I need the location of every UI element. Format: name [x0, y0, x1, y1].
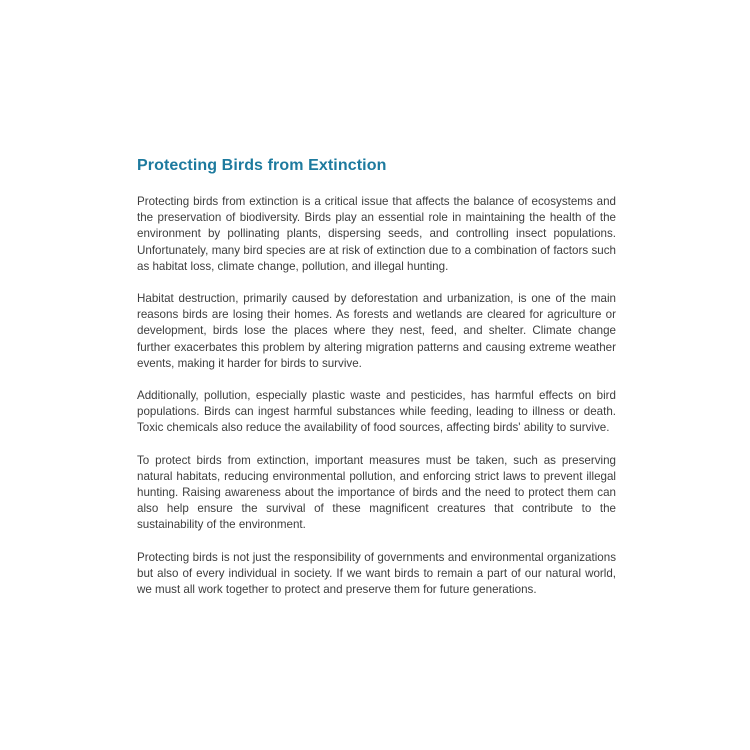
paragraph-intro: Protecting birds from extinction is a critical issue that affects the balance of ecosystems and the preservation of biodiversity. Birds play an essential role in maintaining the health of the environment by pollinating plants, dispersing seeds, and controlling insect populations. Unfortunately, many bird species are at risk of extinction due to a combination of factors such as habitat loss, climate change, pollution, and illegal hunting.	[137, 195, 616, 273]
paragraph-pollution: Additionally, pollution, especially plastic waste and pesticides, has harmful effects on bird populations. Birds can ingest harmful substances while feeding, leading to illness or death. Toxic chemicals also reduce the availability of food sources, affecting birds' ability to survive.	[137, 389, 616, 435]
paragraph-protection-measures: To protect birds from extinction, important measures must be taken, such as preserving natural habitats, reducing environmental pollution, and enforcing strict laws to prevent illegal hunting. Raising awareness about the importance of birds and the need to protect them can also help ensure the survival of these magnificent creatures that contribute to the sustainability of the environment.	[137, 453, 616, 532]
page-title: Protecting Birds from Extinction	[137, 157, 387, 174]
paragraph-conclusion: Protecting birds is not just the responsibility of governments and environmental organizations but also of every individual in society. If we want birds to remain a part of our natural world, we must all work together to protect and preserve them for future generations.	[137, 550, 616, 597]
paragraph-habitat-destruction: Habitat destruction, primarily caused by deforestation and urbanization, is one of the main reasons birds are losing their homes. As forests and wetlands are cleared for agriculture or development, birds lose the places where they nest, feed, and shelter. Climate change further exacerbates this problem by altering migration patterns and causing extreme weather events, making it harder for birds to survive.	[137, 292, 616, 370]
